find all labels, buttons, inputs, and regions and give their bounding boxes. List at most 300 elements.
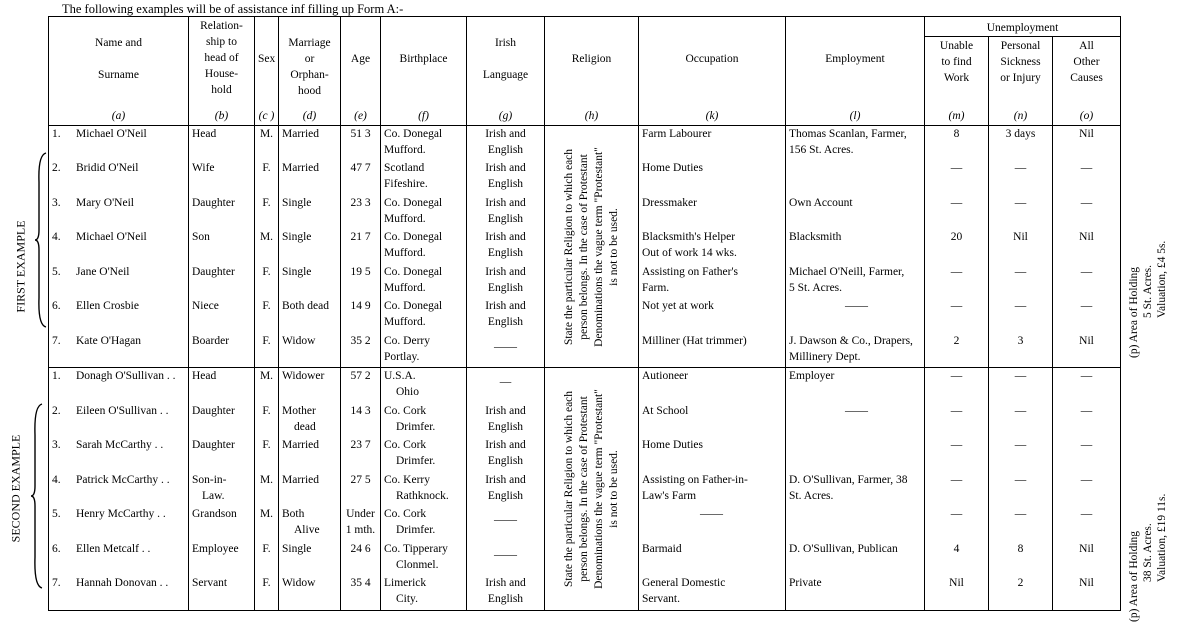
cell-line: Head (192, 370, 217, 383)
cell-line: Boarder (192, 334, 230, 347)
row-number: 2. (52, 162, 61, 175)
cell-line: F. (262, 439, 271, 452)
cell-line: Farm. (642, 281, 670, 294)
cell-line: City. (396, 593, 418, 606)
header-line: Language (482, 69, 529, 81)
cell-other-causes (1053, 541, 1121, 575)
cell-name (49, 472, 189, 506)
cell-line: Nil (1079, 334, 1094, 347)
cell-line: 2 (953, 334, 960, 347)
cell-other-causes (1053, 264, 1121, 298)
cell-marriage (279, 575, 341, 610)
cell-unable-to-find-work (925, 541, 989, 575)
cell-line: Mother (282, 404, 316, 417)
row-number: 5. (52, 508, 61, 521)
cell-age (341, 298, 381, 332)
cell-marriage (279, 541, 341, 575)
cell-line: 4 (953, 542, 960, 555)
cell-line: Not yet at work (642, 300, 714, 313)
cell-marriage (279, 195, 341, 229)
cell-line: Daughter (192, 439, 235, 452)
cell-other-causes (1053, 575, 1121, 610)
row-number: 2. (52, 404, 61, 417)
cell-birthplace (381, 160, 467, 194)
cell-employment (786, 333, 925, 368)
cell-line: Daughter (192, 404, 235, 417)
cell-marriage (279, 298, 341, 332)
cell-line: Son-in- (192, 473, 227, 486)
second-example-brace (30, 403, 44, 589)
cell-line: — (1014, 162, 1027, 175)
cell-marriage (279, 229, 341, 263)
column-letters-row (49, 108, 1121, 126)
cell-sex (255, 333, 279, 368)
cell-line: U.S.A. (384, 370, 416, 383)
header-marriage (279, 17, 341, 108)
cell-line: Head (192, 127, 217, 140)
cell-line: —— (845, 404, 868, 417)
cell-other-causes (1053, 160, 1121, 194)
cell-line: Mufford. (384, 212, 426, 225)
cell-line: — (1014, 473, 1027, 486)
cell-line: 35 2 (350, 334, 371, 347)
cell-sex (255, 125, 279, 160)
cell-age (341, 541, 381, 575)
cell-employment (786, 368, 925, 403)
cell-unable-to-find-work (925, 368, 989, 403)
cell-line: Dressmaker (642, 196, 697, 209)
cell-line: Married (282, 473, 320, 486)
cell-line: Co. Donegal (384, 127, 443, 140)
cell-line: Irish and (485, 265, 526, 278)
header-line: Unable (939, 40, 974, 53)
intro-text: The following examples will be of assistance inf filling up Form A:- (62, 2, 404, 16)
cell-line: Own Account (789, 196, 853, 209)
cell-employment (786, 472, 925, 506)
header-line: Sex (258, 53, 276, 65)
header-line: Relation- (200, 20, 243, 32)
cell-birthplace (381, 472, 467, 506)
column-letter: (o) (1053, 108, 1121, 126)
header-line: Irish (494, 37, 517, 49)
cell-line: 20 (950, 231, 963, 244)
cell-age (341, 229, 381, 263)
cell-name (49, 195, 189, 229)
cell-line: Home Duties (642, 162, 704, 175)
cell-sickness (989, 125, 1053, 160)
cell-sickness (989, 472, 1053, 506)
row-number: 6. (52, 542, 61, 555)
row-number: 3. (52, 196, 61, 209)
cell-sex (255, 368, 279, 403)
cell-line: — (950, 508, 963, 521)
cell-line: Co. Derry (384, 334, 430, 347)
cell-relationship (189, 125, 255, 160)
cell-line: F. (262, 334, 271, 347)
cell-line: Niece (192, 300, 219, 313)
row-number: 4. (52, 231, 61, 244)
cell-line: 5 St. Acres. (789, 281, 843, 294)
cell-relationship (189, 368, 255, 403)
cell-employment (786, 264, 925, 298)
cell-line: Milliner (Hat trimmer) (642, 334, 747, 347)
column-letter: (m) (925, 108, 989, 126)
cell-line: — (1014, 370, 1027, 383)
person-name: Hannah Donovan . . (76, 577, 169, 590)
cell-employment (786, 437, 925, 471)
column-letter: (g) (467, 108, 545, 126)
column-letter: (a) (49, 108, 189, 126)
header-line: Unemployment (986, 22, 1059, 35)
cell-sickness (989, 195, 1053, 229)
cell-line: Widower (282, 370, 325, 383)
person-name: Bridid O'Neil (76, 162, 139, 175)
cell-line: —— (494, 548, 517, 561)
column-letter: (f) (381, 108, 467, 126)
cell-line: Irish and (485, 577, 526, 590)
cell-line: — (1014, 404, 1027, 417)
cell-irish-language (467, 333, 545, 368)
cell-line: Employee (192, 542, 239, 555)
cell-line: Drimfer. (396, 420, 436, 433)
cell-line: 1 mth. (345, 524, 376, 537)
cell-line: Co. Cork (384, 439, 427, 452)
person-name: Ellen Crosbie (76, 300, 139, 313)
cell-line: 19 5 (350, 265, 371, 278)
cell-occupation (639, 333, 786, 368)
cell-relationship (189, 472, 255, 506)
cell-line: Law's Farm (642, 489, 697, 502)
header-birthplace (381, 17, 467, 108)
cell-line: Widow (282, 577, 316, 590)
row-number: 4. (52, 473, 61, 486)
cell-unable-to-find-work (925, 264, 989, 298)
column-letter: (k) (639, 108, 786, 126)
cell-sex (255, 437, 279, 471)
holding-line: (p) Area of Holding (1128, 266, 1140, 358)
cell-birthplace (381, 403, 467, 437)
cell-name (49, 403, 189, 437)
cell-line: Son (192, 231, 210, 244)
cell-marriage (279, 264, 341, 298)
cell-sickness (989, 229, 1053, 263)
cell-line: St. Acres. (789, 489, 834, 502)
religion-instruction: State the particular Religion to which each person belongs. In the case of Protestant Denominations the vague term "Protestant" is not to be used. (562, 389, 620, 590)
cell-line: — (1080, 473, 1093, 486)
cell-line: dead (294, 420, 316, 433)
cell-line: Co. Cork (384, 404, 427, 417)
cell-line: Nil (949, 577, 964, 590)
cell-relationship (189, 160, 255, 194)
cell-other-causes (1053, 437, 1121, 471)
cell-line: English (487, 143, 524, 156)
cell-line: Widow (282, 334, 316, 347)
cell-line: English (487, 455, 524, 468)
cell-line: — (950, 439, 963, 452)
column-letter: (h) (545, 108, 639, 126)
cell-line: Co. Donegal (384, 196, 443, 209)
column-letter: (l) (786, 108, 925, 126)
cell-birthplace (381, 333, 467, 368)
cell-line: Servant (192, 577, 228, 590)
cell-age (341, 160, 381, 194)
first-example-brace (34, 152, 48, 328)
cell-line: Co. Cork (384, 508, 427, 521)
cell-unable-to-find-work (925, 333, 989, 368)
header-line: Causes (1070, 72, 1103, 85)
cell-unable-to-find-work (925, 506, 989, 540)
cell-line: M. (259, 473, 274, 486)
cell-sex (255, 229, 279, 263)
cell-line: Irish and (485, 162, 526, 175)
cell-marriage (279, 506, 341, 540)
cell-line: — (1080, 265, 1093, 278)
cell-irish-language (467, 472, 545, 506)
cell-line: English (487, 593, 524, 606)
cell-name (49, 160, 189, 194)
cell-unable-to-find-work (925, 229, 989, 263)
cell-line: — (950, 265, 963, 278)
header-religion (545, 17, 639, 108)
cell-line: Co. Donegal (384, 231, 443, 244)
cell-relationship (189, 575, 255, 610)
cell-line: At School (642, 404, 689, 417)
cell-line: — (1080, 508, 1093, 521)
person-name: Kate O'Hagan (76, 334, 141, 347)
cell-line: — (950, 404, 963, 417)
cell-sex (255, 541, 279, 575)
cell-employment (786, 298, 925, 332)
cell-line: Co. Kerry (384, 473, 430, 486)
cell-marriage (279, 437, 341, 471)
holding-line: Valuation, £19 11s. (1156, 493, 1168, 582)
cell-line: M. (259, 370, 274, 383)
cell-occupation (639, 472, 786, 506)
cell-sickness (989, 333, 1053, 368)
cell-name (49, 437, 189, 471)
row-number: 3. (52, 439, 61, 452)
cell-line: 51 3 (350, 127, 371, 140)
cell-line: Married (282, 439, 320, 452)
cell-line: Drimfer. (396, 524, 436, 537)
cell-line: Irish and (485, 439, 526, 452)
cell-line: — (950, 473, 963, 486)
header-line: Sickness (1000, 56, 1041, 69)
cell-line: Blacksmith's Helper (642, 231, 736, 244)
cell-irish-language (467, 125, 545, 160)
cell-line: F. (262, 404, 271, 417)
cell-line: Nil (1079, 542, 1094, 555)
cell-irish-language (467, 368, 545, 403)
header-age (341, 17, 381, 108)
cell-unable-to-find-work (925, 403, 989, 437)
cell-line: — (1080, 370, 1093, 383)
cell-line: Alive (294, 524, 320, 537)
cell-line: Both (282, 508, 305, 521)
person-name: Eileen O'Sullivan . . (76, 404, 169, 417)
cell-relationship (189, 298, 255, 332)
cell-line: 2 (1017, 577, 1024, 590)
cell-irish-language (467, 195, 545, 229)
cell-line: English (487, 178, 524, 191)
cell-line: Nil (1079, 127, 1094, 140)
header-line: or (304, 53, 315, 65)
header-unemployment (925, 17, 1121, 37)
cell-occupation (639, 229, 786, 263)
cell-line: Michael O'Neill, Farmer, (789, 265, 905, 278)
cell-occupation (639, 125, 786, 160)
cell-line: English (487, 489, 524, 502)
header-other (1053, 37, 1121, 108)
table-row (49, 368, 1121, 403)
cell-age (341, 575, 381, 610)
cell-line: — (1014, 196, 1027, 209)
row-number: 6. (52, 300, 61, 313)
row-number: 7. (52, 334, 61, 347)
header-irish (467, 17, 545, 108)
header-sex (255, 17, 279, 108)
cell-line: Irish and (485, 231, 526, 244)
cell-line: J. Dawson & Co., Drapers, (789, 334, 913, 347)
cell-line: Autioneer (642, 370, 688, 383)
cell-line: Single (282, 196, 312, 209)
cell-unable-to-find-work (925, 437, 989, 471)
cell-line: Nil (1079, 231, 1094, 244)
cell-line: 23 7 (350, 439, 371, 452)
header-line: to find (941, 56, 972, 69)
cell-relationship (189, 229, 255, 263)
cell-occupation (639, 575, 786, 610)
cell-line: M. (259, 231, 274, 244)
cell-relationship (189, 437, 255, 471)
cell-irish-language (467, 575, 545, 610)
header-line: Marriage (288, 37, 331, 49)
cell-birthplace (381, 368, 467, 403)
cell-line: D. O'Sullivan, Publican (789, 542, 898, 555)
cell-line: Irish and (485, 473, 526, 486)
cell-line: — (1080, 162, 1093, 175)
cell-occupation (639, 298, 786, 332)
cell-occupation (639, 264, 786, 298)
cell-line: Drimfer. (396, 455, 436, 468)
cell-line: 35 4 (350, 577, 371, 590)
census-examples-table (48, 16, 1121, 611)
cell-irish-language (467, 160, 545, 194)
cell-line: English (487, 212, 524, 225)
cell-unable-to-find-work (925, 195, 989, 229)
row-number: 1. (52, 370, 61, 383)
cell-line: 47 7 (350, 162, 371, 175)
cell-other-causes (1053, 195, 1121, 229)
cell-relationship (189, 195, 255, 229)
cell-line: Servant. (642, 593, 681, 606)
cell-age (341, 125, 381, 160)
cell-relationship (189, 403, 255, 437)
holding-line: 5 St. Acres. (1142, 264, 1154, 318)
cell-unable-to-find-work (925, 298, 989, 332)
cell-line: —— (494, 514, 517, 527)
cell-line: 3 (1017, 334, 1024, 347)
cell-line: —— (494, 340, 517, 353)
cell-age (341, 333, 381, 368)
cell-age (341, 403, 381, 437)
cell-occupation (639, 541, 786, 575)
cell-line: — (1080, 439, 1093, 452)
cell-irish-language (467, 437, 545, 471)
cell-sickness (989, 437, 1053, 471)
cell-other-causes (1053, 403, 1121, 437)
cell-line: Both dead (282, 300, 329, 313)
cell-line: Mufford. (384, 143, 426, 156)
cell-line: — (1014, 439, 1027, 452)
header-line: Religion (571, 53, 612, 65)
cell-line: Nil (1013, 231, 1028, 244)
header-line: Other (1073, 56, 1100, 69)
header-line: ship to (206, 36, 237, 48)
cell-sickness (989, 403, 1053, 437)
cell-line: Mufford. (384, 247, 426, 260)
cell-birthplace (381, 229, 467, 263)
header-line: All (1079, 40, 1094, 53)
person-name: Henry McCarthy . . (76, 508, 166, 521)
second-example-label: SECOND EXAMPLE (8, 434, 23, 543)
header-line: Birthplace (399, 53, 448, 65)
cell-line: — (1014, 300, 1027, 313)
person-name: Sarah McCarthy . . (76, 439, 164, 452)
cell-line: M. (259, 508, 274, 521)
cell-line: — (499, 376, 512, 389)
cell-age (341, 472, 381, 506)
cell-line: Private (789, 577, 822, 590)
cell-occupation (639, 160, 786, 194)
cell-sex (255, 506, 279, 540)
cell-sickness (989, 298, 1053, 332)
cell-line: Single (282, 231, 312, 244)
cell-line: Scotland (384, 162, 425, 175)
holding-line: 38 St. Acres. (1142, 523, 1154, 582)
cell-irish-language (467, 264, 545, 298)
cell-line: Co. Tipperary (384, 542, 448, 555)
cell-birthplace (381, 125, 467, 160)
cell-unable-to-find-work (925, 160, 989, 194)
cell-line: F. (262, 577, 271, 590)
cell-sickness (989, 541, 1053, 575)
header-line: Name and (95, 37, 142, 49)
cell-religion-note (545, 368, 639, 611)
cell-age (341, 195, 381, 229)
row-number: 1. (52, 127, 61, 140)
person-name: Patrick McCarthy . . (76, 473, 170, 486)
cell-unable-to-find-work (925, 575, 989, 610)
cell-relationship (189, 264, 255, 298)
cell-line: Daughter (192, 265, 235, 278)
cell-line: — (1080, 404, 1093, 417)
cell-line: General Domestic (642, 577, 726, 590)
cell-employment (786, 541, 925, 575)
header-employment (786, 17, 925, 108)
cell-other-causes (1053, 472, 1121, 506)
cell-age (341, 506, 381, 540)
cell-employment (786, 160, 925, 194)
cell-birthplace (381, 195, 467, 229)
cell-marriage (279, 333, 341, 368)
person-name: Donagh O'Sullivan . . (76, 370, 176, 383)
cell-employment (786, 575, 925, 610)
cell-line: Millinery Dept. (789, 350, 861, 363)
cell-line: F. (262, 542, 271, 555)
column-letter: (n) (989, 108, 1053, 126)
cell-other-causes (1053, 333, 1121, 368)
